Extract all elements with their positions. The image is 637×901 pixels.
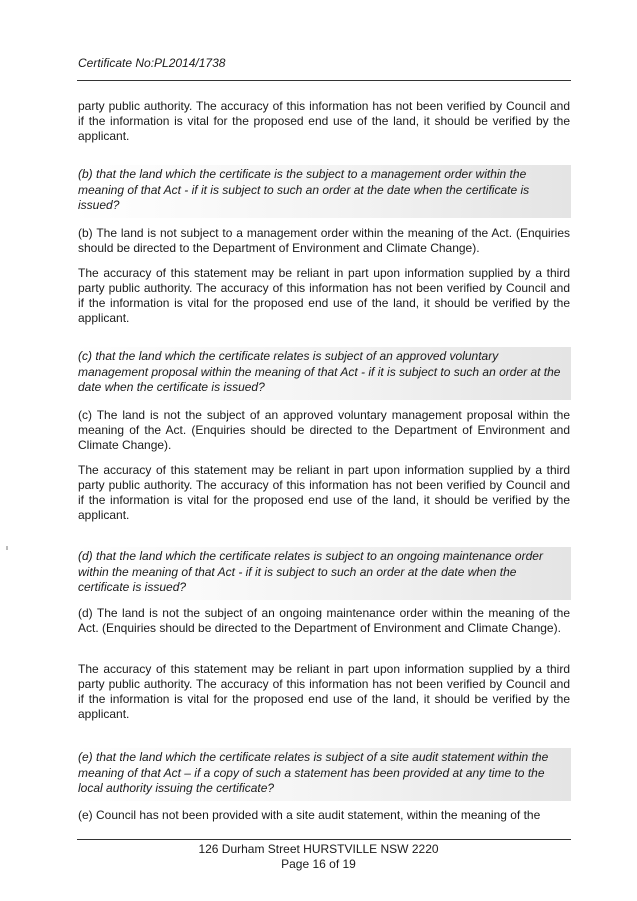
page-number: Page 16 of 19	[281, 857, 356, 871]
question-b: (b) that the land which the certificate is the subject to a management order within the meaning of that Act - if it is subject to such an order at the date when the certificate is issued?	[74, 165, 571, 218]
question-d: (d) that the land which the certificate relates is subject to an ongoing maintenance order within the meaning of that Act - if it is subject to such an order at the date when the certificate is issued?	[74, 547, 571, 600]
footer-address: 126 Durham Street HURSTVILLE NSW 2220	[198, 842, 439, 856]
disclaimer-d: The accuracy of this statement may be reliant in part upon information supplied by a third party public authority. The accuracy of this information has not been verified by Council and if the information is vital for the proposed end use of the land, it should be verified by the applicant.	[78, 662, 570, 721]
header-rule	[77, 80, 571, 81]
footer-rule	[77, 839, 571, 840]
disclaimer-c: The accuracy of this statement may be reliant in part upon information supplied by a third party public authority. The accuracy of this information has not been verified by Council and if the information is vital for the proposed end use of the land, it should be verified by the applicant.	[78, 463, 570, 522]
question-e: (e) that the land which the certificate relates is subject of a site audit statement within the meaning of that Act – if a copy of such a statement has been provided at any time to the local authority issuing the certificate?	[74, 748, 571, 801]
question-c: (c) that the land which the certificate relates is subject of an approved voluntary management proposal within the meaning of that Act - if it is subject to such an order at the date when the certificate is issued?	[74, 347, 571, 400]
answer-c: (c) The land is not the subject of an approved voluntary management proposal within the meaning of the Act. (Enquiries should be directed to the Department of Environment and Climate Change).	[78, 408, 570, 452]
continued-paragraph: party public authority. The accuracy of this information has not been verified by Council and if the information is vital for the proposed end use of the land, it should be verified by the applicant.	[78, 99, 570, 143]
certificate-number: Certificate No:PL2014/1738	[78, 56, 226, 70]
scan-margin-mark	[6, 546, 8, 550]
disclaimer-b: The accuracy of this statement may be reliant in part upon information supplied by a third party public authority. The accuracy of this information has not been verified by Council and if the information is vital for the proposed end use of the land, it should be verified by the applicant.	[78, 266, 570, 325]
answer-b: (b) The land is not subject to a management order within the meaning of the Act. (Enquiries should be directed to the Department of Environment and Climate Change).	[78, 226, 570, 255]
answer-d: (d) The land is not the subject of an ongoing maintenance order within the meaning of the Act. (Enquiries should be directed to the Department of Environment and Climate Change).	[78, 606, 570, 635]
answer-e: (e) Council has not been provided with a site audit statement, within the meaning of the	[78, 808, 541, 822]
